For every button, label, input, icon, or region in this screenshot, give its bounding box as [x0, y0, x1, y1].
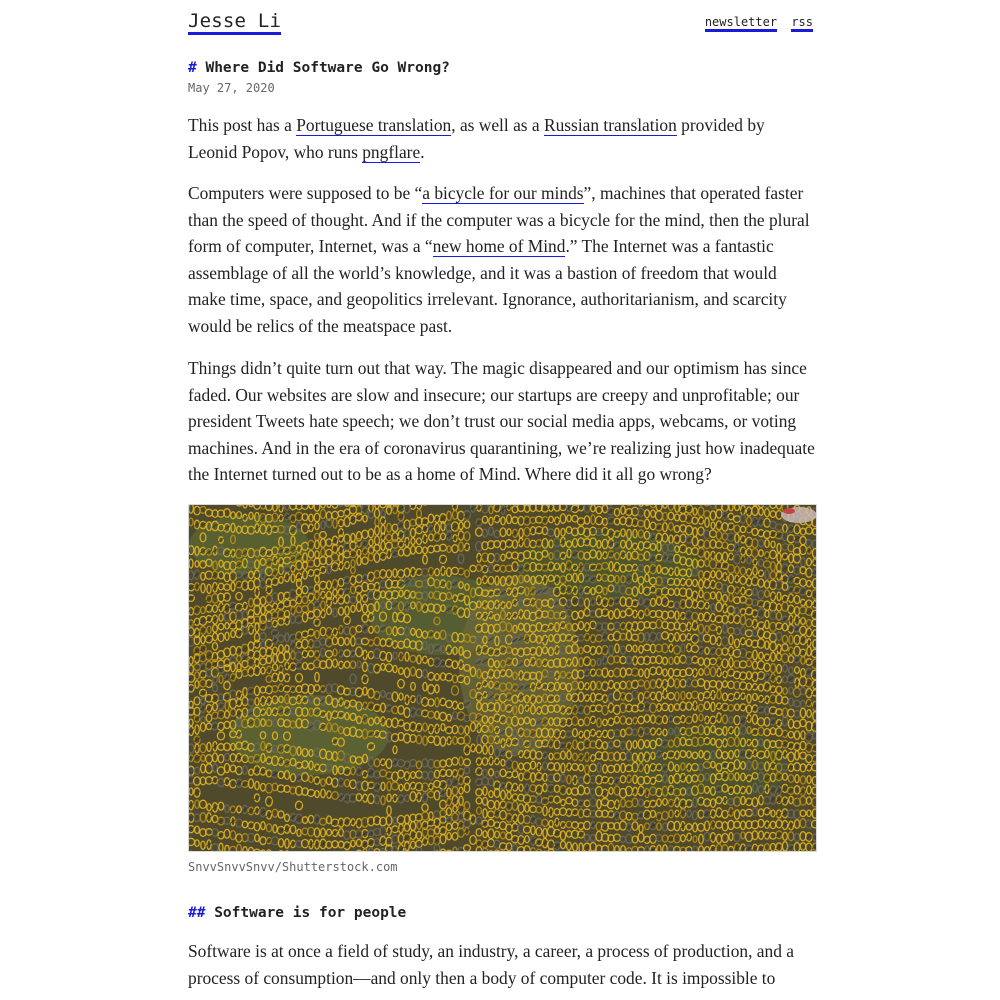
bicycle-graveyard-image — [188, 504, 817, 852]
rss-link[interactable]: rss — [791, 15, 813, 32]
site-header — [188, 10, 816, 40]
section-heading — [188, 903, 406, 923]
newsletter-link[interactable]: newsletter — [705, 15, 777, 32]
paragraph-text: Computers were supposed to be “ — [188, 183, 423, 203]
post-title — [188, 58, 450, 78]
top-nav — [698, 14, 813, 30]
heading-hash-marker: # — [188, 60, 197, 76]
bicycle-for-minds-link[interactable]: a bicycle for our minds — [422, 183, 584, 203]
translation-paragraph — [188, 112, 816, 165]
intro-paragraph — [188, 180, 816, 340]
paragraph-text: . — [420, 141, 425, 162]
paragraph-text: ”, machines that operated faster than the speed of thought. And if the computer was a bicycle for the mind, then the plural form of computer, Internet, was a “ — [188, 183, 810, 257]
paragraph-text: , as well as a — [451, 115, 544, 135]
optimism-paragraph: Things didn’t quite turn out that way. The magic disappeared and our optimism has since faded. Our websites are slow and insecure; our startups are creepy and unprofitable; our president Tweets hate speech; we don’t trust our social media apps, webcams, or voting machines. And in the era of coronavirus quarantining, we’re realizing just how inadequate the Internet turned out to be as a home of Mind. Where did it all go wrong? — [188, 358, 815, 485]
software-paragraph: Software is at once a field of study, an industry, a career, a process of production, and a process of consumption—and only then a body of computer code. It is impossible to — [188, 941, 794, 988]
pngflare-link[interactable]: pngflare — [362, 141, 421, 162]
section-heading-text: Software is for people — [214, 905, 407, 921]
aerial-bicycles-illustration — [189, 505, 816, 851]
site-title-link[interactable]: Jesse Li — [188, 10, 281, 35]
paragraph-text: .” The Internet was a fantastic assemblage of all the world’s knowledge, and it was a bastion of freedom that would make time, space, and geopolitics irrelevant. Ignorance, authoritarianism, and scarcity would be relics of the meatspace past. — [188, 236, 787, 336]
portuguese-translation-link[interactable]: Portuguese translation — [296, 115, 452, 135]
post-title-text: Where Did Software Go Wrong? — [205, 60, 450, 76]
post-date: May 27, 2020 — [188, 81, 275, 95]
heading-hash-marker: ## — [188, 905, 206, 921]
image-caption: SnvvSnvvSnvv/Shutterstock.com — [188, 860, 398, 874]
paragraph-text: This post has a — [188, 115, 297, 135]
russian-translation-link[interactable]: Russian translation — [543, 115, 677, 135]
new-home-of-mind-link[interactable]: new home of Mind — [432, 236, 566, 257]
paragraph-text: provided by Leonid Popov, who runs — [188, 115, 765, 162]
